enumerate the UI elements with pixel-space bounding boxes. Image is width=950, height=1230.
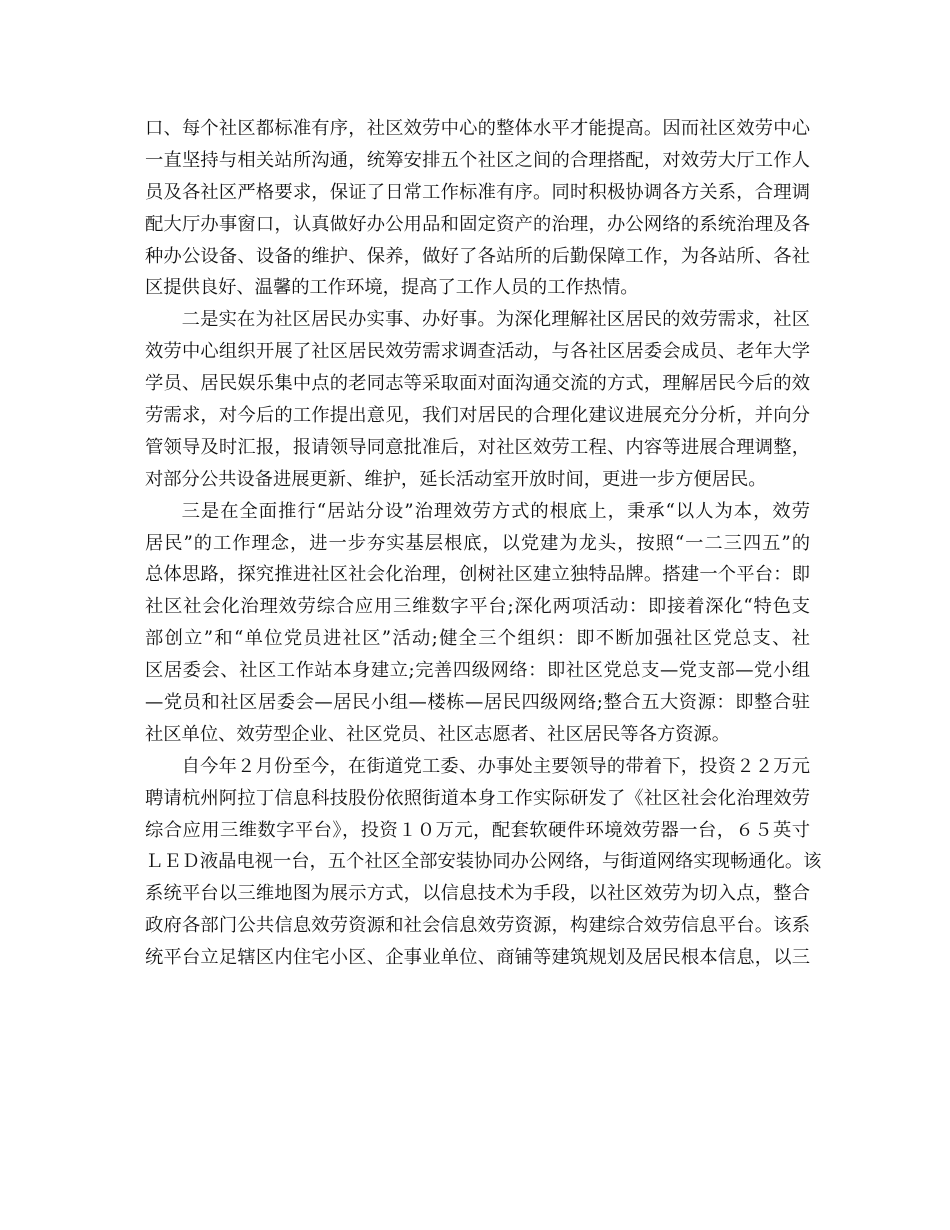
document-body: [145, 113, 822, 974]
text-line: 管领导及时汇报，报请领导同意批准后，对社区效劳工程、内容等进展合理调整，: [145, 436, 810, 458]
text-line: ＬＥＤ液晶电视一台，五个社区全部安装协同办公网络，与街道网络实现畅通化。该: [145, 851, 822, 873]
text-line: 一直坚持与相关站所沟通，统筹安排五个社区之间的合理搭配，对效劳大厅工作人: [145, 149, 810, 171]
text-line: —党员和社区居委会—居民小组—楼栋—居民四级网络;整合五大资源：即整合驻: [145, 692, 810, 714]
text-line: 学员、居民娱乐集中点的老同志等采取面对面沟通交流的方式，理解居民今后的效: [145, 373, 810, 395]
text-line: 统平台立足辖区内住宅小区、企事业单位、商铺等建筑规划及居民根本信息，以三: [145, 947, 810, 969]
text-line: 二是实在为社区居民办实事、办好事。为深化理解社区居民的效劳需求，社区: [181, 309, 810, 331]
paragraph-1: [145, 113, 810, 304]
paragraph-4: [145, 751, 822, 974]
text-line: 社区社会化治理效劳综合应用三维数字平台;深化两项活动：即接着深化“特色支: [145, 596, 810, 618]
text-line: 聘请杭州阿拉丁信息科技股份依照街道本身工作实际研发了《社区社会化治理效劳: [145, 787, 810, 809]
text-line: 配大厅办事窗口，认真做好办公用品和固定资产的治理，办公网络的系统治理及各: [145, 213, 810, 235]
text-line: 对部分公共设备进展更新、维护，延长活动室开放时间，更进一步方便居民。: [145, 468, 767, 490]
text-line: 部创立”和“单位党员进社区”活动;健全三个组织：即不断加强社区党总支、社: [145, 628, 810, 650]
text-line: 劳需求，对今后的工作提出意见，我们对居民的合理化建议进展充分分析，并向分: [145, 405, 810, 427]
text-line: 效劳中心组织开展了社区居民效劳需求调查活动，与各社区居委会成员、老年大学: [145, 341, 810, 363]
paragraph-2: [145, 304, 810, 495]
text-line: 总体思路，探究推进社区社会化治理，创树社区建立独特品牌。搭建一个平台：即: [145, 564, 810, 586]
text-line: 自今年２月份至今，在街道党工委、办事处主要领导的带着下，投资２２万元: [181, 755, 810, 777]
text-line: 系统平台以三维地图为展示方式，以信息技术为手段，以社区效劳为切入点，整合: [145, 883, 810, 905]
text-line: 员及各社区严格要求，保证了日常工作标准有序。同时积极协调各方关系，合理调: [145, 181, 810, 203]
text-line: 区居委会、社区工作站本身建立;完善四级网络：即社区党总支—党支部—党小组: [145, 660, 810, 682]
text-line: 综合应用三维数字平台》，投资１０万元，配套软硬件环境效劳器一台，６５英寸: [145, 819, 810, 841]
text-line: 口、每个社区都标准有序，社区效劳中心的整体水平才能提高。因而社区效劳中心: [145, 118, 810, 139]
text-line: 区提供良好、温馨的工作环境，提高了工作人员的工作热情。: [145, 277, 639, 299]
text-line: 三是在全面推行“居站分设”治理效劳方式的根底上，秉承“以人为本，效劳: [181, 500, 810, 522]
paragraph-3: [145, 496, 810, 751]
text-line: 居民”的工作理念，进一步夯实基层根底，以党建为龙头，按照“一二三四五”的: [145, 532, 810, 554]
text-line: 社区单位、效劳型企业、社区党员、社区志愿者、社区居民等各方资源。: [145, 723, 730, 745]
text-line: 政府各部门公共信息效劳资源和社会信息效劳资源，构建综合效劳信息平台。该系: [145, 915, 810, 937]
text-line: 种办公设备、设备的维护、保养，做好了各站所的后勤保障工作，为各站所、各社: [145, 245, 810, 267]
